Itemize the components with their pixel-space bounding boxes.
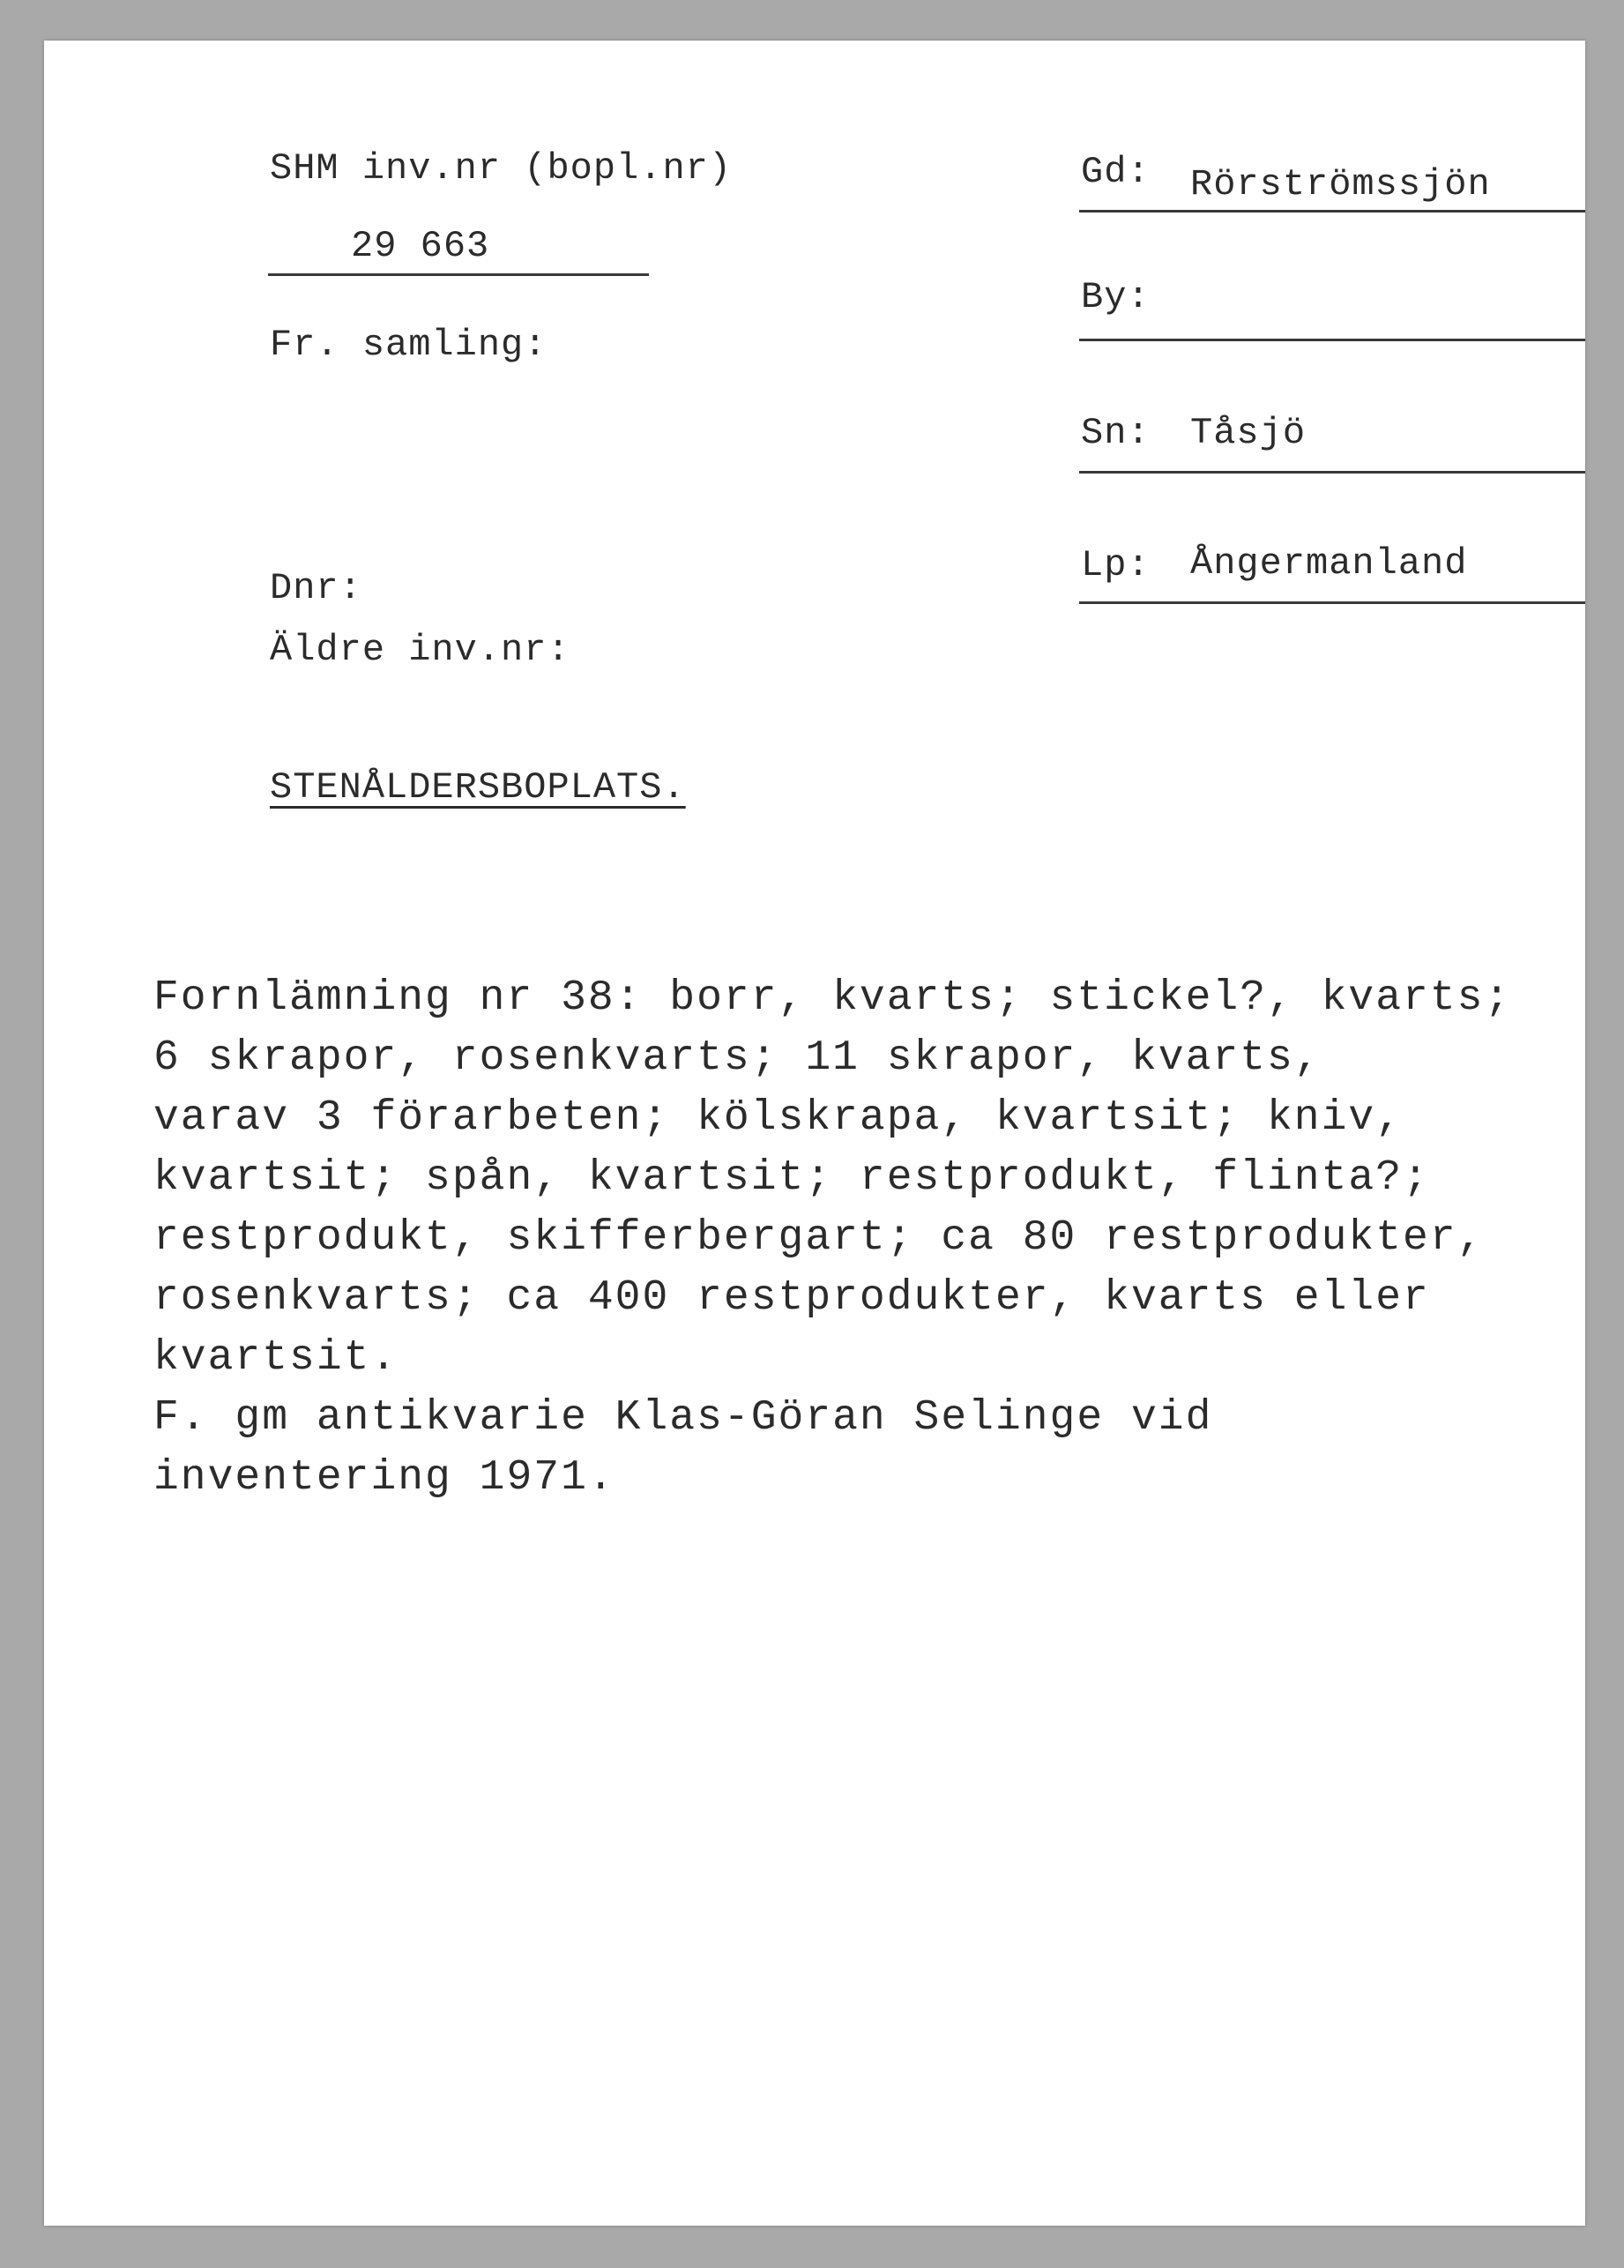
find-description xyxy=(153,968,1564,1508)
site-type-heading: STENÅLDERSBOPLATS. xyxy=(270,766,686,809)
description-line: 6 skrapor, rosenkvarts; 11 skrapor, kvarts, xyxy=(153,1034,1322,1082)
fr-samling-label: Fr. samling: xyxy=(270,324,548,366)
description-line: rosenkvarts; ca 400 restprodukter, kvarts eller xyxy=(153,1274,1430,1322)
description-line: kvartsit. xyxy=(153,1334,399,1382)
aldre-inv-nr-label: Äldre inv.nr: xyxy=(270,629,570,671)
inv-nr-underline xyxy=(268,273,649,276)
lp-underline xyxy=(1079,601,1585,604)
gd-label: Gd: xyxy=(1081,151,1151,193)
inv-nr-value: 29 663 xyxy=(351,225,490,267)
dnr-label: Dnr: xyxy=(270,567,362,609)
gd-value: Rörströmssjön xyxy=(1190,163,1491,205)
description-line: inventering 1971. xyxy=(153,1454,615,1502)
description-line: kvartsit; spån, kvartsit; restprodukt, flinta?; xyxy=(153,1154,1430,1202)
inv-nr-label: SHM inv.nr (bopl.nr) xyxy=(270,147,733,190)
lp-label: Lp: xyxy=(1081,544,1151,586)
lp-value: Ångermanland xyxy=(1190,542,1468,585)
sn-label: Sn: xyxy=(1081,412,1151,454)
sn-value: Tåsjö xyxy=(1190,412,1307,454)
description-line: F. gm antikvarie Klas-Göran Selinge vid xyxy=(153,1394,1213,1442)
description-line: restprodukt, skifferbergart; ca 80 restprodukter, xyxy=(153,1214,1485,1262)
description-line: Fornlämning nr 38: borr, kvarts; stickel?, kvarts; xyxy=(153,974,1512,1022)
gd-underline xyxy=(1079,210,1585,213)
catalog-card xyxy=(44,41,1585,2226)
by-underline xyxy=(1079,339,1585,341)
sn-underline xyxy=(1079,471,1585,474)
by-label: By: xyxy=(1081,276,1151,318)
description-line: varav 3 förarbeten; kölskrapa, kvartsit; kniv, xyxy=(153,1094,1404,1142)
